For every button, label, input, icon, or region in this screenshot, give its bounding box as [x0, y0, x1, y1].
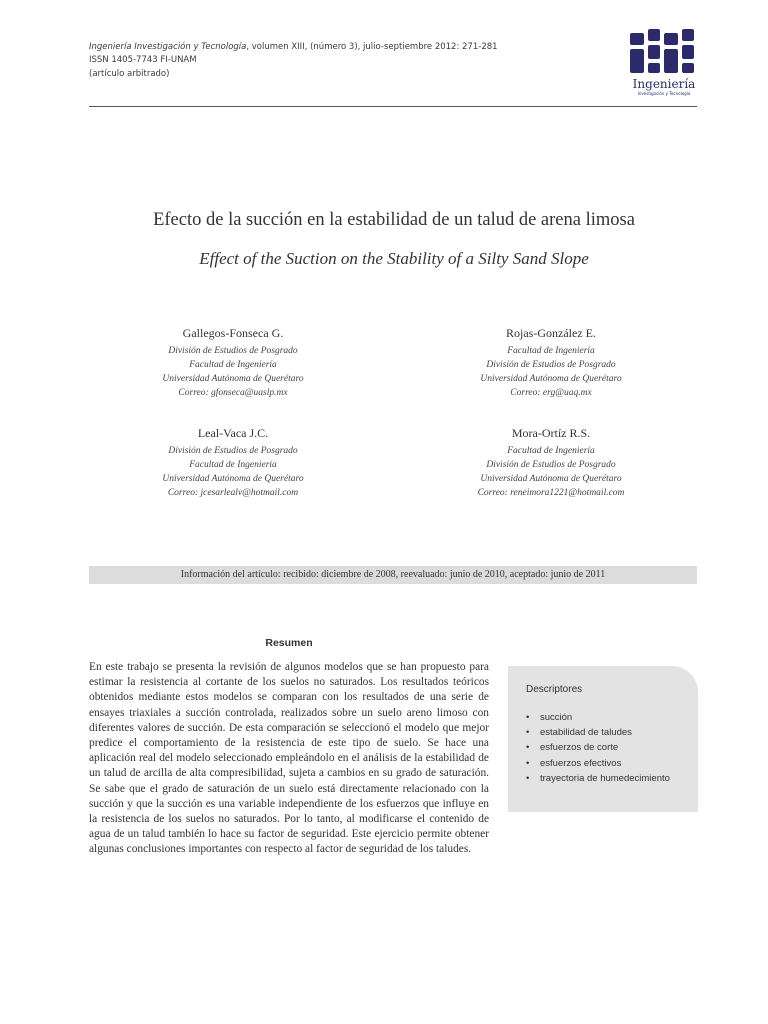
author-affiliation: División de Estudios de Posgrado — [168, 446, 298, 456]
author-affiliation: Universidad Autónoma de Querétaro — [480, 374, 622, 384]
author-affiliation: Facultad de Ingeniería — [189, 360, 277, 370]
author-block — [441, 426, 661, 500]
author-affiliation: Facultad de Ingeniería — [507, 446, 595, 456]
descriptor-item: • estabilidad de taludes — [524, 725, 684, 740]
descriptor-item: • esfuerzos efectivos — [524, 756, 684, 771]
title-english: Effect of the Suction on the Stability of a Silty Sand Slope — [199, 249, 589, 268]
author-affiliation: División de Estudios de Posgrado — [486, 360, 616, 370]
article-note: (artículo arbitrado) — [89, 69, 170, 79]
resumen-text: En este trabajo se presenta la revisión de algunos modelos que se han propuesto para estimar la resistencia al cortante de los suelos no saturados. Los resultados teóricos obtenidos mediante estos modelos se comparan con los resultados de una serie de ensayes triaxiales a succión controlada, realizados sobre un suelo areno limoso con diferentes valores de succión. De esta comparación se seleccionó el modelo que mejor predice el comportamiento de la resistencia de este tipo de suelo. Se hace una aplicación real del modelo seleccionado empleándolo en el análisis de la estabilidad de un talud de arcilla de alta compresibilidad, sujeta a cambios en su grado de saturación. Se sabe que el grado de saturación de un suelo está directamente relacionado con la succión y que la succión es una variable independiente de los esfuerzos que influye en la resistencia de los suelos no saturados. Por lo tanto, al modificarse el contenido de agua de un talud también lo hace su factor de seguridad. Este ejercicio permite obtener algunas conclusiones importantes con respecto al factor de seguridad de los taludes. — [89, 661, 489, 856]
descriptor-item: • succión — [524, 710, 684, 725]
author-email: Correo: reneimora1221@hotmail.com — [477, 488, 625, 498]
logo-subtitle: Investigación y Tecnología — [637, 91, 691, 96]
article-info-bar: Información del artículo: recibido: diciembre de 2008, reevaluado: junio de 2010, aceptado: junio de 2011 — [89, 566, 697, 584]
descriptor-item: • trayectoria de humedecimiento — [524, 771, 684, 786]
logo-wordmark: Ingeniería — [632, 77, 696, 91]
author-name: Gallegos-Fonseca G. — [182, 326, 284, 340]
author-affiliation: Universidad Autónoma de Querétaro — [162, 374, 304, 384]
author-affiliation: División de Estudios de Posgrado — [168, 346, 298, 356]
descriptores-list — [524, 710, 684, 786]
author-name: Mora-Ortíz R.S. — [511, 426, 591, 440]
citation-details: , volumen XIII, (número 3), julio-septiembre 2012: 271-281 — [246, 42, 498, 52]
author-email: Correo: erg@uaq.mx — [510, 388, 592, 398]
author-name: Leal-Vaca J.C. — [197, 426, 269, 440]
author-affiliation: Universidad Autónoma de Querétaro — [162, 474, 304, 484]
author-affiliation: Universidad Autónoma de Querétaro — [480, 474, 622, 484]
descriptores-heading: Descriptores — [526, 684, 583, 695]
title-spanish: Efecto de la succión en la estabilidad de un talud de arena limosa — [153, 210, 635, 230]
header-divider — [89, 106, 697, 107]
author-affiliation: Facultad de Ingeniería — [189, 460, 277, 470]
issn: ISSN 1405-7743 FI-UNAM — [89, 55, 197, 65]
descriptor-item: • esfuerzos de corte — [524, 740, 684, 755]
author-block — [123, 326, 343, 400]
author-affiliation: Facultad de Ingeniería — [507, 346, 595, 356]
author-email: Correo: gfonseca@uaslp.mx — [178, 388, 288, 398]
journal-name: Ingeniería Investigación y Tecnología — [89, 42, 247, 52]
author-block — [441, 326, 661, 400]
author-affiliation: División de Estudios de Posgrado — [486, 460, 616, 470]
resumen-heading: Resumen — [265, 637, 313, 649]
author-name: Rojas-González E. — [506, 326, 596, 340]
journal-citation — [89, 42, 498, 52]
author-block — [123, 426, 343, 500]
author-email: Correo: jcesarlealv@hotmail.com — [167, 488, 299, 498]
